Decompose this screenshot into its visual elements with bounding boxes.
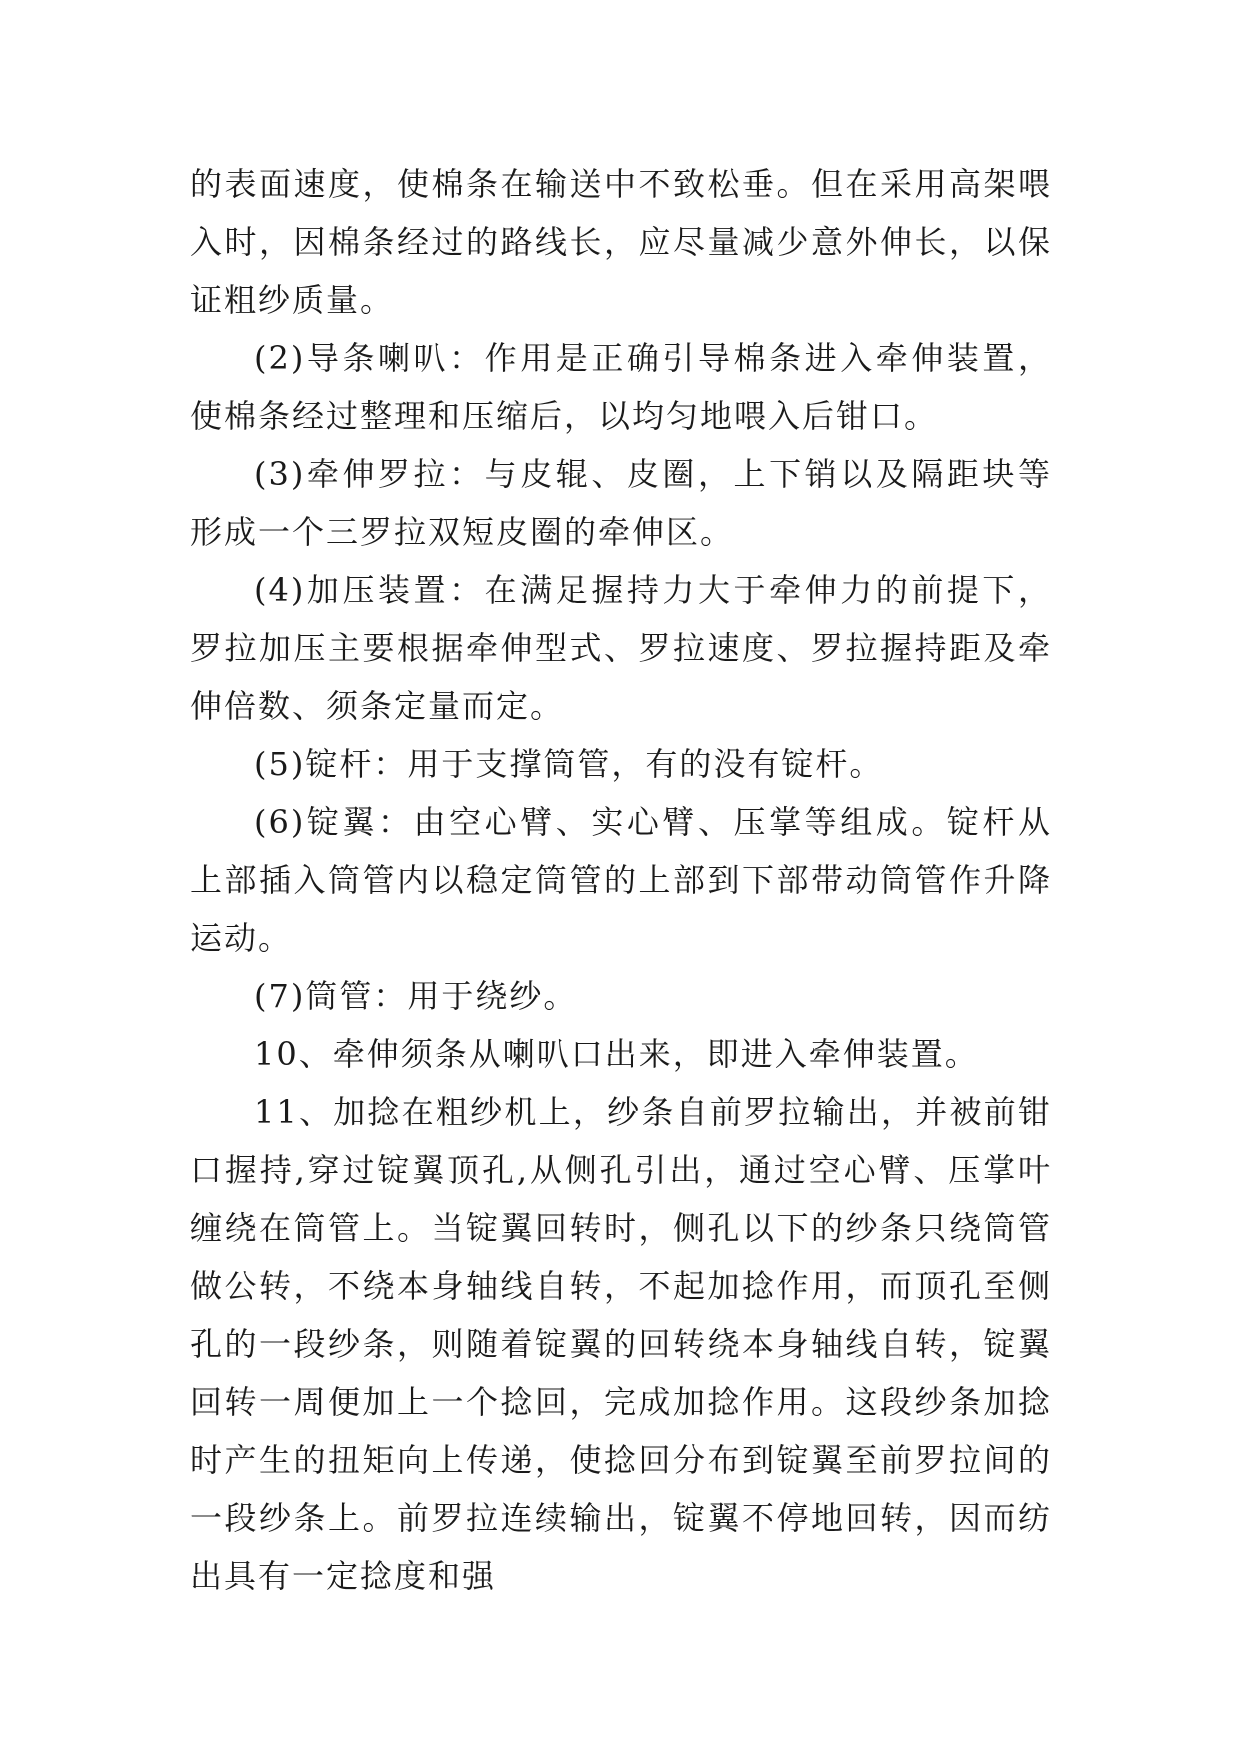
paragraph-flyer: (6)锭翼：由空心臂、实心臂、压掌等组成。锭杆从上部插入筒管内以稳定筒管的上部到下部带动筒管作升降运动。: [190, 803, 1052, 957]
paragraph-item-11: 11、加捻在粗纱机上，纱条自前罗拉输出，并被前钳口握持,穿过锭翼顶孔,从侧孔引出，通过空心臂、压掌叶缠绕在筒管上。当锭翼回转时，侧孔以下的纱条只绕筒管做公转，不绕本身轴线自转，不起加捻作用，而顶孔至侧孔的一段纱条，则随着锭翼的回转绕本身轴线自转，锭翼回转一周便加上一个捻回，完成加捻作用。这段纱条加捻时产生的扭矩向上传递，使捻回分布到锭翼至前罗拉间的一段纱条上。前罗拉连续输出，锭翼不停地回转，因而纺出具有一定捻度和强: [190, 1093, 1052, 1595]
paragraph-bobbin: (7)筒管：用于绕纱。: [254, 977, 578, 1015]
document-body: [190, 155, 1052, 1605]
paragraph-item-10: 10、牵伸须条从喇叭口出来，即进入牵伸装置。: [254, 1035, 979, 1073]
paragraph-continuation: 的表面速度，使棉条在输送中不致松垂。但在采用高架喂入时，因棉条经过的路线长，应尽量减少意外伸长，以保证粗纱质量。: [190, 165, 1052, 319]
paragraph-drafting-roller: (3)牵伸罗拉：与皮辊、皮圈，上下销以及隔距块等形成一个三罗拉双短皮圈的牵伸区。: [190, 455, 1052, 551]
paragraph-guide-horn: (2)导条喇叭：作用是正确引导棉条进入牵伸装置，使棉条经过整理和压缩后，以均匀地喂入后钳口。: [190, 339, 1052, 435]
paragraph-pressure-device: (4)加压装置：在满足握持力大于牵伸力的前提下，罗拉加压主要根据牵伸型式、罗拉速度、罗拉握持距及牵伸倍数、须条定量而定。: [190, 571, 1052, 725]
paragraph-spindle: (5)锭杆：用于支撑筒管，有的没有锭杆。: [254, 745, 884, 783]
